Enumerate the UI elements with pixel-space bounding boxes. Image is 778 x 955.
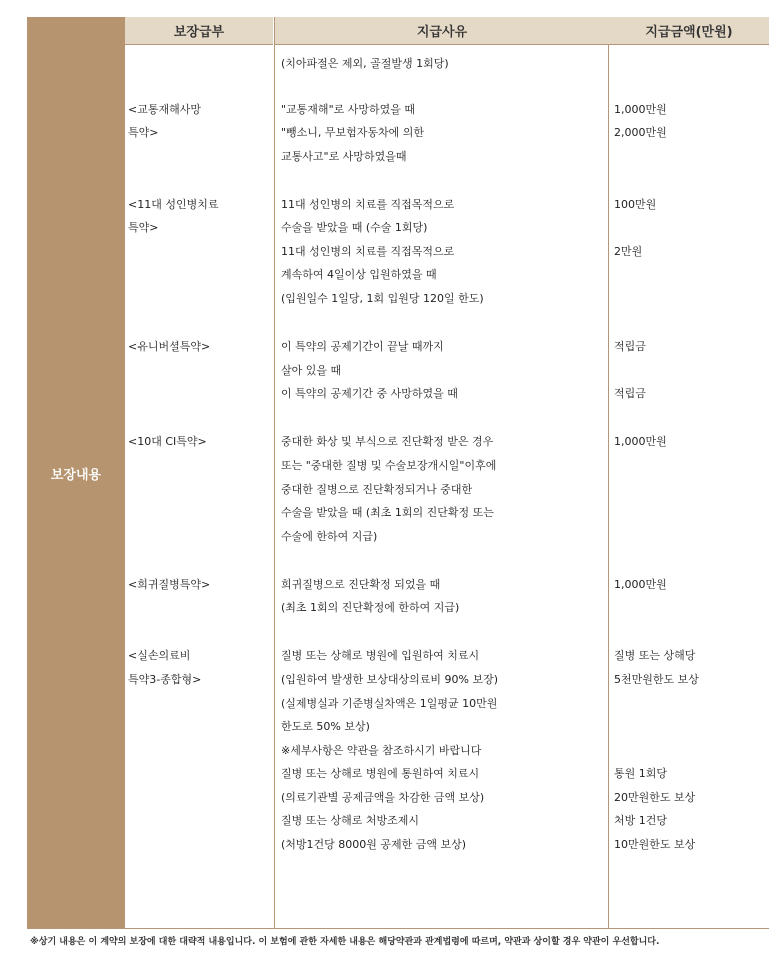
benefit-type-label: 특약> (128, 221, 159, 234)
amount-line: 적립금 (614, 387, 646, 400)
reason-line: (처방1건당 8000원 공제한 금액 보상) (281, 838, 467, 851)
reason-line: 질병 또는 상해로 처방조제시 (281, 814, 420, 827)
reason-line: "교통재해"로 사망하였을 때 (281, 103, 415, 116)
header-payment-amount: 지급금액(만원) (609, 17, 769, 45)
reason-line: 중대한 질병으로 진단확정되거나 중대한 (281, 483, 473, 496)
benefit-type-label: 특약> (128, 126, 159, 139)
side-column (27, 17, 125, 928)
reason-line: 11대 성인병의 치료를 직접목적으로 (281, 245, 455, 258)
reason-line: 수술에 한하여 지급) (281, 530, 378, 543)
reason-line: (실제병실과 기준병실차액은 1일평균 10만원 (281, 697, 498, 710)
benefit-type-label: <유니버셜특약> (128, 340, 211, 353)
reason-line: 계속하여 4일이상 입원하였을 때 (281, 268, 437, 281)
amount-line: 통원 1회당 (614, 767, 667, 780)
amount-line: 2,000만원 (614, 126, 667, 139)
reason-line: (의료기관별 공제금액을 차감한 금액 보상) (281, 791, 485, 804)
benefit-type-label: <실손의료비 (128, 649, 191, 662)
reason-line: 질병 또는 상해로 병원에 입원하여 치료시 (281, 649, 480, 662)
coverage-table (27, 17, 769, 929)
reason-line: (입원하여 발생한 보상대상의료비 90% 보장) (281, 673, 499, 686)
amount-line: 처방 1건당 (614, 814, 667, 827)
benefit-type-label: <희귀질병특약> (128, 578, 211, 591)
benefit-type-label: <교통재해사망 (128, 103, 201, 116)
amount-line: 100만원 (614, 198, 657, 211)
amount-line: 1,000만원 (614, 435, 667, 448)
amount-line: 1,000만원 (614, 578, 667, 591)
footnote: ※상기 내용은 이 계약의 보장에 대한 대략적 내용입니다. 이 보험에 관한 자세한 내용은 해당약관과 관계법령에 따르며, 약관과 상이할 경우 약관이 우선합니다. (30, 937, 660, 947)
benefit-type-label: <10대 CI특약> (128, 435, 207, 448)
reason-line: 이 특약의 공제기간이 끝날 때까지 (281, 340, 444, 353)
amount-line: 2만원 (614, 245, 643, 258)
amount-line: 적립금 (614, 340, 646, 353)
amount-line: 10만원한도 보상 (614, 838, 696, 851)
reason-line: 또는 "중대한 질병 및 수술보장개시일"이후에 (281, 459, 497, 472)
reason-line: 교통사고"로 사망하였을때 (281, 150, 407, 163)
reason-line: 수술을 받았을 때 (수술 1회당) (281, 221, 428, 234)
reason-line: 이 특약의 공제기간 중 사망하였을 때 (281, 387, 458, 400)
benefit-type-label: <11대 성인병치료 (128, 198, 219, 211)
reason-line: 수술을 받았을 때 (최초 1회의 진단확정 또는 (281, 506, 494, 519)
amount-line: 1,000만원 (614, 103, 667, 116)
reason-line: 11대 성인병의 치료를 직접목적으로 (281, 198, 455, 211)
reason-line: (치아파절은 제외, 골절발생 1회당) (281, 57, 449, 70)
amount-line: 20만원한도 보상 (614, 791, 696, 804)
reason-line: 한도로 50% 보상) (281, 720, 370, 733)
reason-line: 살아 있을 때 (281, 364, 342, 377)
reason-line: 중대한 화상 및 부식으로 진단확정 받은 경우 (281, 435, 494, 448)
reason-line: "뺑소니, 무보험자동차에 의한 (281, 126, 425, 139)
column-divider (608, 44, 609, 928)
header-benefit-type: 보장급부 (125, 17, 273, 45)
amount-line: 질병 또는 상해당 (614, 649, 696, 662)
column-divider (274, 44, 275, 928)
benefit-type-label: 특약3-종합형> (128, 673, 202, 686)
header-payment-reason: 지급사유 (274, 17, 610, 45)
reason-line: 희귀질병으로 진단확정 되었을 때 (281, 578, 441, 591)
reason-line: (최초 1회의 진단확정에 한하여 지급) (281, 601, 460, 614)
reason-line: 질병 또는 상해로 병원에 통원하여 치료시 (281, 767, 480, 780)
amount-line: 5천만원한도 보상 (614, 673, 699, 686)
reason-line: (입원일수 1일당, 1회 입원당 120일 한도) (281, 292, 484, 305)
reason-line: ※세부사항은 약관을 참조하시기 바랍니다 (281, 744, 482, 757)
coverage-side-label: 보장내용 (50, 468, 102, 483)
